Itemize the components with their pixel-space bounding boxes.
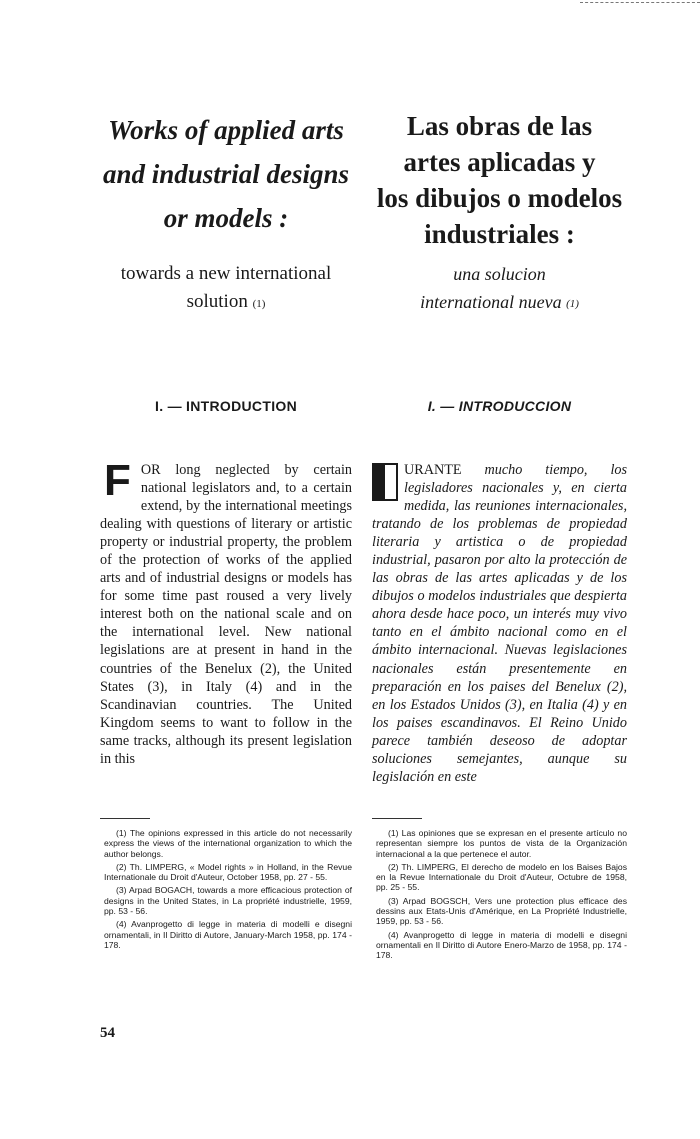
spanish-title (372, 108, 627, 252)
footnote-separator (100, 818, 150, 819)
spanish-title-line: artes aplicadas y (403, 147, 596, 177)
english-body-content: long neglected by certain national legislators and, to a certain extend, by the international meetings dealing with questions of literary or artistic property or industrial property, the problem of the protection of works of the applied arts and of industrial designs or models has for some time past roused a very lively interest both on the national scale and on the international level. New national legislations are at present in hand in the countries of the Benelux (2), the United States (3), in Italy (4) and in the Scandinavian countries. The United Kingdom seems to want to follow in the same tracks, although its present legislation in this (100, 462, 352, 767)
english-body-text (100, 456, 352, 768)
english-subtitle-line: solution (186, 291, 248, 312)
lead-word: URANTE (404, 462, 462, 478)
footnote-ref: (1) (566, 298, 579, 310)
spanish-subtitle-line: una solucion (453, 264, 546, 284)
footnote: (2) Th. LIMPERG, « Model rights » in Holland, in the Revue Internationale du Droit d'Auteur, October 1958, pp. 27 - 55. (104, 861, 352, 883)
spanish-subtitle (372, 260, 627, 316)
english-subtitle (100, 260, 352, 316)
footnote: (2) Th. LIMPERG, El derecho de modelo en los Baises Bajos en la Revue Internationale du Droit d'Auteur, Octubre de 1958, pp. 25 - 55. (376, 861, 627, 893)
footnote: (3) Arpad BOGACH, towards a more efficacious protection of designs in the United States, in La propriété industrielle, 1959, pp. 53 - 56. (104, 885, 352, 917)
lead-word: OR (140, 462, 161, 478)
spanish-body-content: mucho tiempo, los legisladores nacionales y, en cierta medida, las reuniones internacionales, tratando de los problemas de propiedad literaria y artistica o de propiedad industrial, pasaron por alto la protección de las obras de las artes aplicadas y de los dibujos o modelos industriales que despierta ahora desde hace poco, un interés muy vivo tanto en el ámbito nacional como en el ámbito internacional. Nuevas legislaciones nacionales están presentemente en preparación en los paises del Benelux (2), en los Estados Unidos (3), en Italia (4) y en los paises escandinavos. El Reino Unido parece también deseoso de adoptar soluciones semejantes, aunque su legislación en este (372, 462, 627, 785)
footnote: (1) Las opiniones que se expresan en el presente artículo no representan siempre los puntos de vista de la Organización internacional a la que pertenece el autor. (376, 828, 627, 859)
spanish-section-heading: I. — INTRODUCCION (427, 398, 572, 414)
drop-cap: F (104, 456, 131, 505)
english-title-line: or models : (163, 203, 289, 233)
spanish-body-text (372, 461, 627, 786)
spanish-title-line: Las obras de las (406, 111, 593, 141)
footnote: (4) Avanprogetto di legge in materia di modelli e disegni ornamentali en Il Diritto di Autore Enero-Marzo de 1958, pp. 174 - 178. (376, 929, 627, 961)
english-title-line: Works of applied arts (108, 115, 344, 145)
spanish-footnotes (376, 828, 627, 964)
spanish-title-line: industriales : (424, 219, 575, 249)
english-footnotes (104, 828, 352, 953)
english-section-heading: I. — INTRODUCTION (155, 398, 297, 414)
footnote: (4) Avanprogetto di legge in materia di modelli e disegni ornamentali, in Il Diritto di Autore, January-March 1958, pp. 174 - 178. (104, 919, 352, 950)
english-subtitle-line: towards a new international (120, 263, 332, 284)
footnote-ref: (1) (252, 298, 266, 310)
drop-cap (372, 463, 398, 501)
english-title-line: and industrial designs (102, 159, 350, 189)
top-edge-rule (580, 2, 700, 3)
spanish-subtitle-line: international nueva (420, 292, 562, 312)
english-title (100, 108, 352, 240)
spanish-title-line: los dibujos o modelos (376, 183, 623, 213)
footnote: (1) The opinions expressed in this article do not necessarily express the views of the international organization to which the author belongs. (104, 828, 352, 859)
footnote: (3) Arpad BOGSCH, Vers une protection plus efficace des dessins aux Etats-Unis d'Amérique, en La Propriété Industrielle, 1959, pp. 53 - 56. (376, 895, 627, 927)
footnote-separator (372, 818, 422, 819)
page-number: 54 (100, 1025, 115, 1041)
